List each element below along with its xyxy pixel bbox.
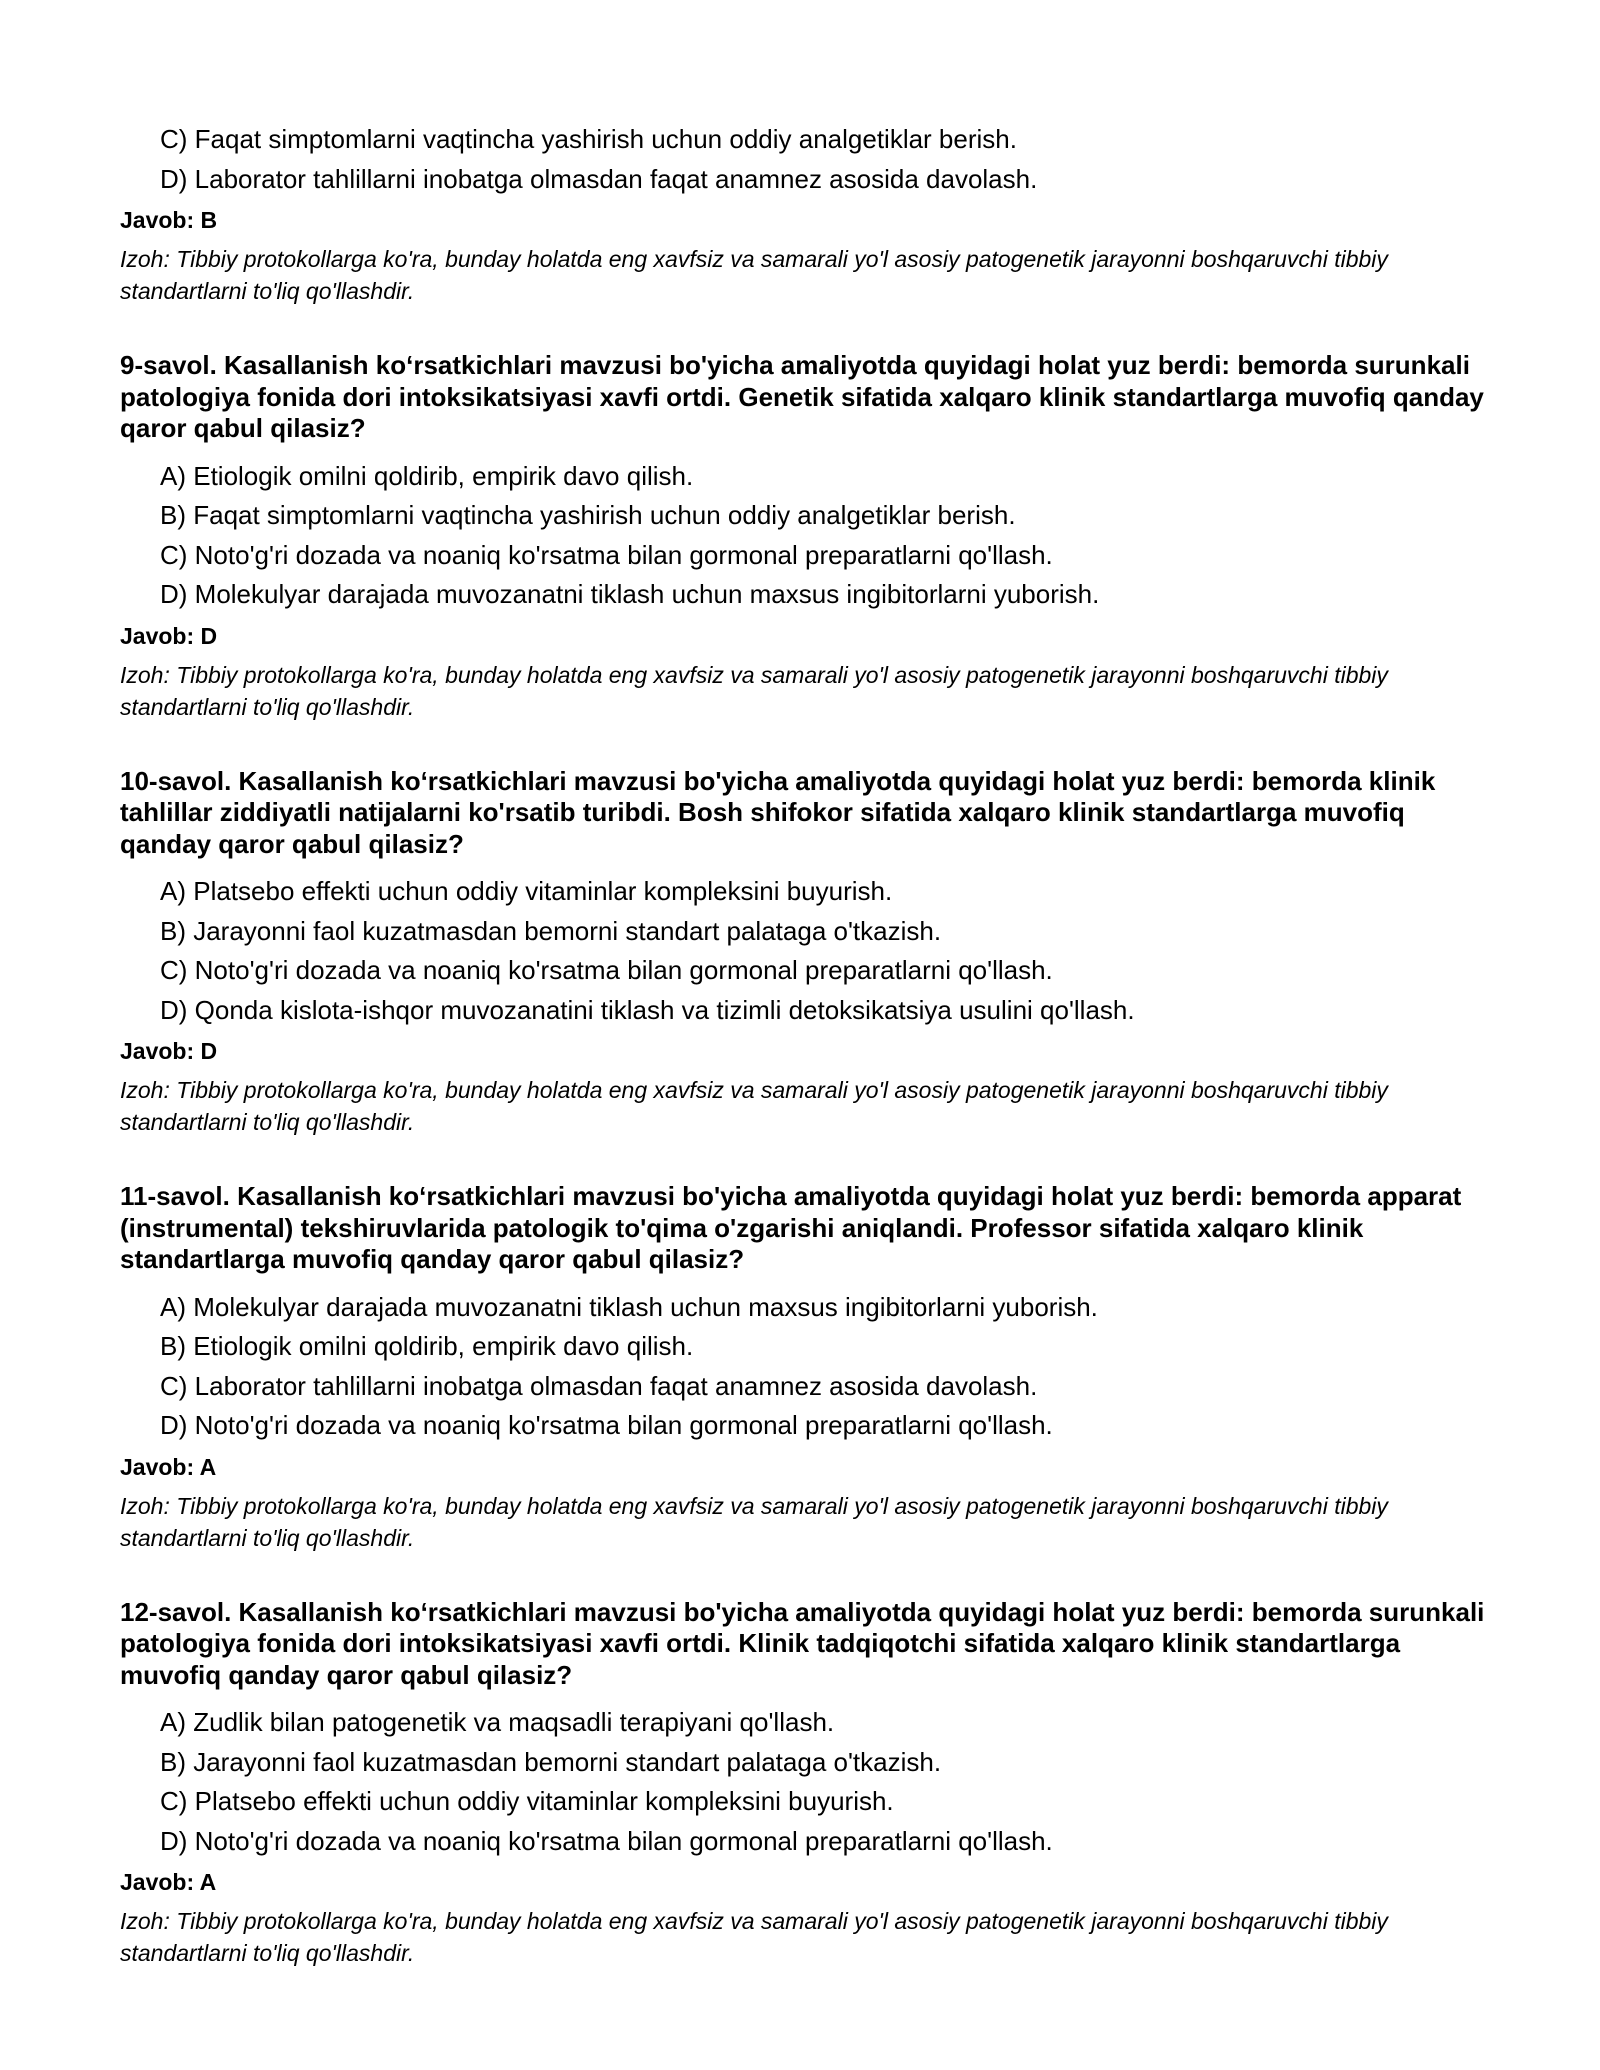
option-a: A) Etiologik omilni qoldirib, empirik davo qilish. [160, 460, 694, 491]
answer-label: Javob: A [120, 1453, 217, 1480]
question-title: 9-savol. Kasallanish ko‘rsatkichlari mavzusi bo'yicha amaliyotda quyidagi holat yuz berdi: bemorda surunkali patologiya fonida dori intoksikatsiyasi xavfi ortdi. Genetik sifatida xalqaro klinik standartlarga muvofiq qanday qaror qabul qilasiz? [120, 350, 1484, 443]
option-d: D) Qonda kislota-ishqor muvozanatini tiklash va tizimli detoksikatsiya usulini qo'llash. [160, 994, 1135, 1025]
options-list [120, 1288, 1500, 1446]
option-b: B) Jarayonni faol kuzatmasdan bemorni standart palataga o'tkazish. [160, 915, 942, 946]
option-c: C) Laborator tahlillarni inobatga olmasdan faqat anamnez asosida davolash. [160, 1370, 1038, 1401]
options-list [120, 872, 1500, 1030]
explanation-note: Izoh: Tibbiy protokollarga ko'ra, bunday holatda eng xavfsiz va samarali yo'l asosiy patogenetik jarayonni boshqaruvchi tibbiy standartlarni to'liq qo'llashdir. [120, 1492, 1388, 1551]
explanation-note: Izoh: Tibbiy protokollarga ko'ra, bunday holatda eng xavfsiz va samarali yo'l asosiy patogenetik jarayonni boshqaruvchi tibbiy standartlarni to'liq qo'llashdir. [120, 1908, 1388, 1966]
question-10 [120, 766, 1500, 1139]
question-title: 12-savol. Kasallanish ko‘rsatkichlari mavzusi bo'yicha amaliyotda quyidagi holat yuz berdi: bemorda surunkali patologiya fonida dori intoksikatsiyasi xavfi ortdi. Klinik tadqiqotchi sifatida xalqaro klinik standartlarga muvofiq qanday qaror qabul qilasiz? [120, 1596, 1485, 1690]
question-9 [120, 350, 1500, 723]
question-8-continued [120, 120, 1500, 307]
options-list [120, 1703, 1500, 1861]
option-c: C) Noto'g'ri dozada va noaniq ko'rsatma bilan gormonal preparatlarni qo'llash. [160, 955, 1053, 985]
option-b: B) Faqat simptomlarni vaqtincha yashirish uchun oddiy analgetiklar berish. [160, 500, 1016, 530]
question-12 [120, 1597, 1500, 1970]
options-list [120, 457, 1500, 615]
option-d: D) Molekulyar darajada muvozanatni tiklash uchun maxsus ingibitorlarni yuborish. [160, 579, 1100, 609]
option-a: A) Zudlik bilan patogenetik va maqsadli terapiyani qo'llash. [160, 1707, 835, 1737]
option-d: D) Noto'g'ri dozada va noaniq ko'rsatma bilan gormonal preparatlarni qo'llash. [160, 1410, 1053, 1440]
document-page [120, 120, 1500, 1969]
answer-label: Javob: D [120, 1038, 218, 1064]
explanation-note: Izoh: Tibbiy protokollarga ko'ra, bunday holatda eng xavfsiz va samarali yo'l asosiy patogenetik jarayonni boshqaruvchi tibbiy standartlarni to'liq qo'llashdir. [120, 246, 1388, 304]
option-b: B) Jarayonni faol kuzatmasdan bemorni standart palataga o'tkazish. [160, 1746, 942, 1777]
option-d: D) Laborator tahlillarni inobatga olmasdan faqat anamnez asosida davolash. [160, 163, 1038, 194]
question-11 [120, 1181, 1500, 1554]
option-b: B) Etiologik omilni qoldirib, empirik davo qilish. [160, 1331, 694, 1361]
answer-label: Javob: D [120, 622, 218, 649]
answer-label: Javob: B [120, 207, 218, 233]
explanation-note: Izoh: Tibbiy protokollarga ko'ra, bunday holatda eng xavfsiz va samarali yo'l asosiy patogenetik jarayonni boshqaruvchi tibbiy standartlarni to'liq qo'llashdir. [120, 1077, 1388, 1135]
options-list [120, 120, 1500, 199]
question-title: 11-savol. Kasallanish ko‘rsatkichlari mavzusi bo'yicha amaliyotda quyidagi holat yuz berdi: bemorda apparat (instrumental) tekshiruvlarida patologik to'qima o'zgarishi aniqlandi. Professor sifatida xalqaro klinik standartlarga muvofiq qanday qaror qabul qilasiz? [120, 1181, 1462, 1274]
option-d: D) Noto'g'ri dozada va noaniq ko'rsatma bilan gormonal preparatlarni qo'llash. [160, 1825, 1053, 1856]
option-a: A) Platsebo effekti uchun oddiy vitaminlar kompleksini buyurish. [160, 876, 893, 906]
option-c: C) Faqat simptomlarni vaqtincha yashirish uchun oddiy analgetiklar berish. [160, 124, 1017, 154]
option-c: C) Noto'g'ri dozada va noaniq ko'rsatma bilan gormonal preparatlarni qo'llash. [160, 539, 1053, 570]
option-c: C) Platsebo effekti uchun oddiy vitaminlar kompleksini buyurish. [160, 1786, 894, 1816]
explanation-note: Izoh: Tibbiy protokollarga ko'ra, bunday holatda eng xavfsiz va samarali yo'l asosiy patogenetik jarayonni boshqaruvchi tibbiy standartlarni to'liq qo'llashdir. [120, 661, 1388, 720]
answer-label: Javob: A [120, 1869, 217, 1895]
question-title: 10-savol. Kasallanish ko‘rsatkichlari mavzusi bo'yicha amaliyotda quyidagi holat yuz berdi: bemorda klinik tahlillar ziddiyatli natijalarni ko'rsatib turibdi. Bosh shifokor sifatida xalqaro klinik standartlarga muvofiq qanday qaror qabul qilasiz? [120, 765, 1436, 859]
option-a: A) Molekulyar darajada muvozanatni tiklash uchun maxsus ingibitorlarni yuborish. [160, 1291, 1098, 1322]
